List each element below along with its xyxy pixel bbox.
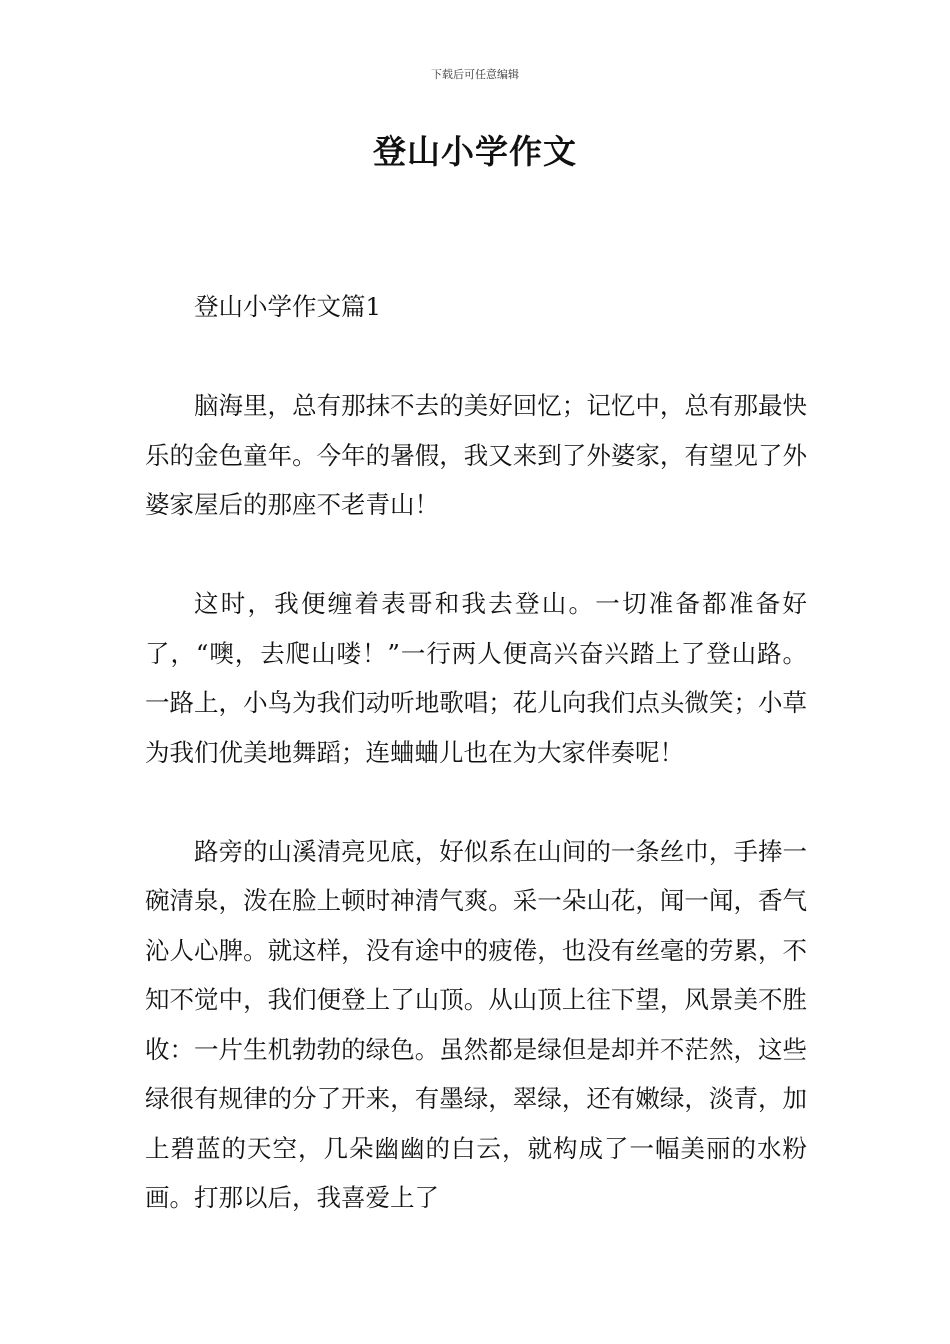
document-title: 登山小学作文 [373, 132, 577, 171]
paragraph-1: 脑海里，总有那抹不去的美好回忆；记忆中，总有那最快乐的金色童年。今年的暑假，我又来到了外婆家，有望见了外婆家屋后的那座不老青山！ [145, 391, 807, 519]
document-body [145, 282, 807, 1272]
paragraph-3: 路旁的山溪清亮见底，好似系在山间的一条丝巾，手捧一碗清泉，泼在脸上顿时神清气爽。采一朵山花，闻一闻，香气沁人心脾。就这样，没有途中的疲倦，也没有丝毫的劳累，不知不觉中，我们便登上了山顶。从山顶上往下望，风景美不胜收：一片生机勃勃的绿色。虽然都是绿但是却并不茫然，这些绿很有规律的分了开来，有墨绿，翠绿，还有嫩绿，淡青，加上碧蓝的天空，几朵幽幽的白云，就构成了一幅美丽的水粉画。打那以后，我喜爱上了 [145, 836, 807, 1212]
header-note: 下载后可任意编辑 [431, 68, 519, 81]
section-heading: 登山小学作文篇1 [194, 292, 382, 321]
paragraph-2: 这时，我便缠着表哥和我去登山。一切准备都准备好了，“噢，去爬山喽！”一行两人便高兴奋兴踏上了登山路。一路上，小鸟为我们动听地歌唱；花儿向我们点头微笑；小草为我们优美地舞蹈；连蛐蛐儿也在为大家伴奏呢！ [145, 589, 807, 767]
